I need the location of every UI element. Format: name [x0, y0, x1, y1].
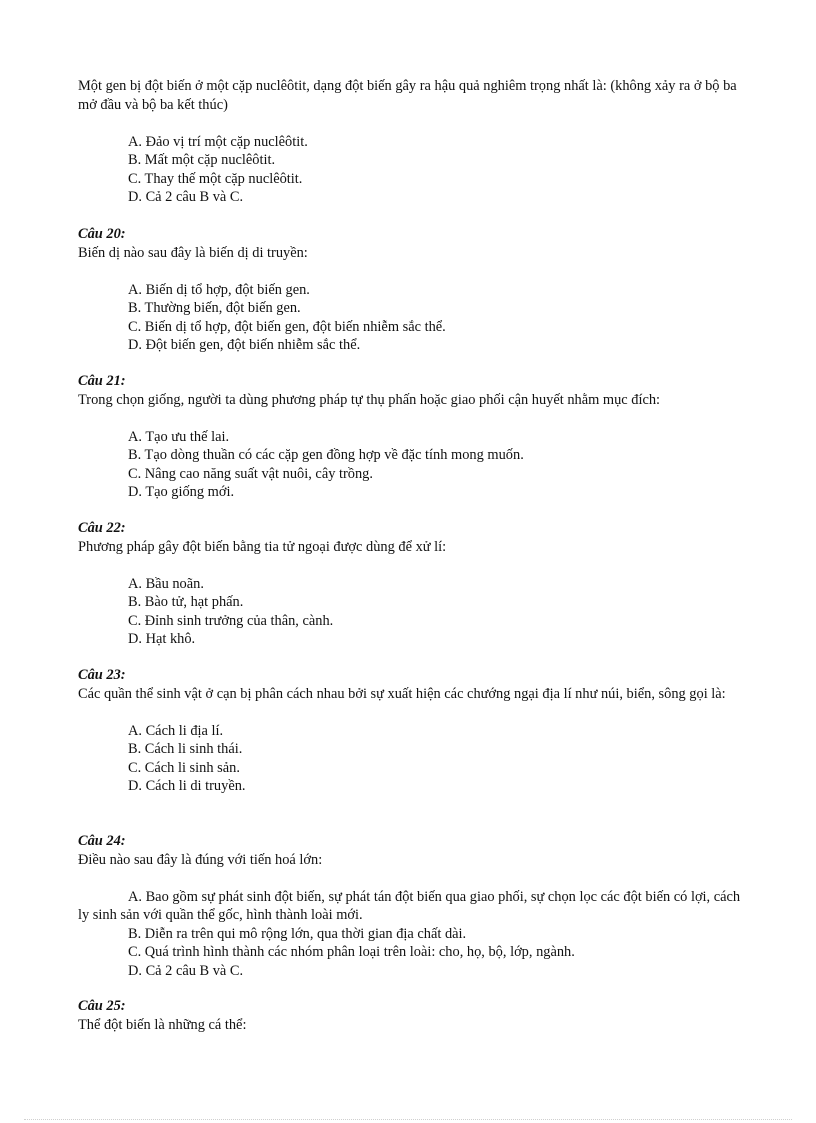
question-stem: Phương pháp gây đột biến bằng tia tử ngoại được dùng để xử lí:	[78, 538, 447, 555]
options-list	[78, 888, 746, 981]
option-c: C. Biến dị tổ hợp, đột biến gen, đột biến nhiễm sắc thể.	[128, 318, 446, 335]
question-24	[78, 832, 746, 980]
option-a: A. Tạo ưu thế lai.	[128, 428, 230, 445]
page-bottom-divider	[24, 1119, 792, 1120]
option-d: D. Tạo giống mới.	[128, 484, 235, 500]
option-d: D. Hạt khô.	[128, 631, 196, 647]
option-d: D. Cả 2 câu B và C.	[128, 962, 244, 979]
option-b: B. Tạo dòng thuần có các cặp gen đồng hợp về đặc tính mong muốn.	[128, 447, 524, 463]
option-b: B. Thường biến, đột biến gen.	[128, 300, 301, 316]
option-a: A. Cách li địa lí.	[128, 722, 224, 739]
option-c: C. Thay thế một cặp nuclêôtit.	[128, 170, 303, 187]
option-b: B. Bào tử, hạt phấn.	[128, 594, 244, 610]
question-25	[78, 997, 746, 1034]
question-stem: Các quần thể sinh vật ở cạn bị phân cách nhau bởi sự xuất hiện các chướng ngại địa lí như núi, biển, sông gọi là:	[78, 685, 726, 702]
question-title: Câu 21:	[78, 373, 126, 389]
option-d: D. Đột biến gen, đột biến nhiễm sắc thể.	[128, 337, 361, 353]
options-list	[78, 575, 746, 649]
options-list	[78, 281, 746, 355]
question-21	[78, 372, 746, 502]
options-list	[78, 428, 746, 502]
question-title: Câu 24:	[78, 833, 126, 849]
question-title: Câu 25:	[78, 998, 126, 1014]
option-d: D. Cả 2 câu B và C.	[128, 189, 244, 205]
option-b: B. Cách li sinh thái.	[128, 741, 243, 757]
question-23	[78, 666, 746, 796]
option-a: A. Bầu noãn.	[128, 575, 204, 592]
question-stem: Thể đột biến là những cá thể:	[78, 1016, 247, 1033]
option-a: A. Đảo vị trí một cặp nuclêôtit.	[128, 133, 308, 150]
option-a: A. Biến dị tổ hợp, đột biến gen.	[128, 281, 310, 298]
options-list	[78, 133, 746, 207]
option-c: C. Cách li sinh sản.	[128, 759, 240, 776]
question-stem: Một gen bị đột biến ở một cặp nuclêôtit, dạng đột biến gây ra hậu quả nghiêm trọng nhất là: (không xảy ra ở bộ ba mở đầu và bộ ba kết thúc)	[78, 78, 737, 113]
option-c: C. Quá trình hình thành các nhóm phân loại trên loài: cho, họ, bộ, lớp, ngành.	[128, 944, 575, 960]
question-stem: Trong chọn giống, người ta dùng phương pháp tự thụ phấn hoặc giao phối cận huyết nhằm mục đích:	[78, 391, 661, 408]
question-stem: Biến dị nào sau đây là biến dị di truyền:	[78, 244, 308, 261]
question-title: Câu 20:	[78, 226, 126, 242]
option-d: D. Cách li di truyền.	[128, 778, 246, 794]
question-title: Câu 23:	[78, 667, 126, 683]
question-20	[78, 225, 746, 355]
question-stem: Điều nào sau đây là đúng với tiến hoá lớn:	[78, 851, 323, 868]
options-list	[78, 722, 746, 796]
option-a: A. Bao gồm sự phát sinh đột biến, sự phát tán đột biến qua giao phối, sự chọn lọc các đột biến có lợi, cách ly sinh sản với quần thể gốc, hình thành loài mới.	[78, 888, 741, 923]
option-c: C. Nâng cao năng suất vật nuôi, cây trồng.	[128, 465, 373, 482]
option-c: C. Đỉnh sinh trưởng của thân, cành.	[128, 612, 334, 629]
option-b: B. Diễn ra trên qui mô rộng lớn, qua thời gian địa chất dài.	[128, 925, 467, 942]
question-intro	[78, 77, 746, 207]
option-b: B. Mất một cặp nuclêôtit.	[128, 152, 276, 168]
question-22	[78, 519, 746, 649]
question-title: Câu 22:	[78, 520, 126, 536]
